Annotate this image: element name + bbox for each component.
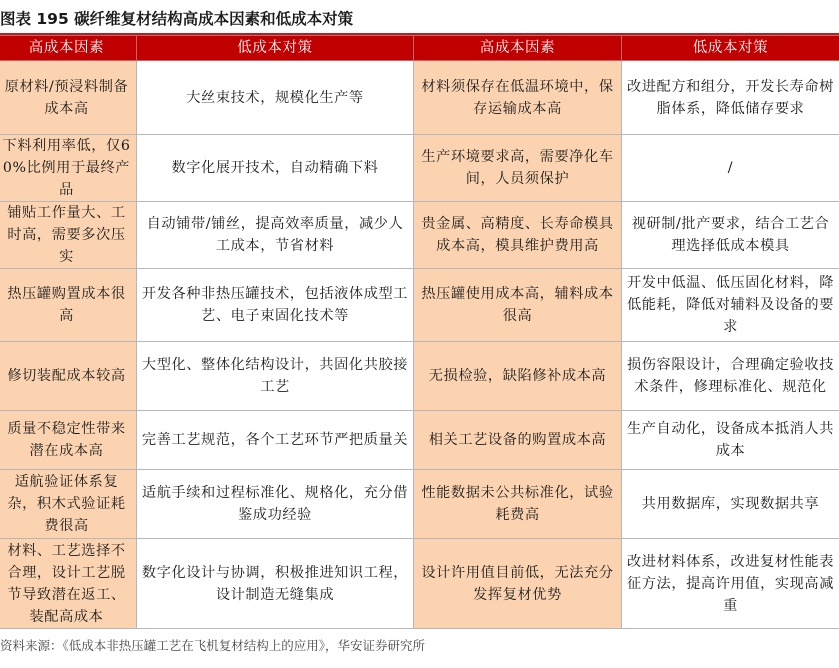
header-low-cost-measure-2: 低成本对策 bbox=[622, 36, 839, 61]
cell-factor: 下料利用率低，仅60%比例用于最终产品 bbox=[0, 135, 137, 202]
cell-factor: 铺贴工作量大、工时高，需要多次压实 bbox=[0, 202, 137, 269]
cell-measure: 视研制/批产要求，结合工艺合理选择低成本模具 bbox=[622, 202, 839, 269]
cell-measure: 自动铺带/铺丝，提高效率质量，减少人工成本，节省材料 bbox=[137, 202, 414, 269]
header-high-cost-factor-2: 高成本因素 bbox=[414, 36, 622, 61]
table-row bbox=[0, 342, 839, 411]
cell-measure: 开发中低温、低压固化材料，降低能耗，降低对辅料及设备的要求 bbox=[622, 269, 839, 342]
cell-measure: 适航手续和过程标准化、规格化，充分借鉴成功经验 bbox=[137, 470, 414, 539]
cell-measure: 改进配方和组分，开发长寿命树脂体系，降低储存要求 bbox=[622, 61, 839, 135]
cell-factor: 相关工艺设备的购置成本高 bbox=[414, 411, 622, 470]
table-row bbox=[0, 539, 839, 629]
cell-measure: 数字化展开技术，自动精确下料 bbox=[137, 135, 414, 202]
cell-measure: 数字化设计与协调，积极推进知识工程，设计制造无缝集成 bbox=[137, 539, 414, 629]
cell-factor: 热压罐购置成本很高 bbox=[0, 269, 137, 342]
cell-measure: 生产自动化，设备成本抵消人共成本 bbox=[622, 411, 839, 470]
table-row bbox=[0, 411, 839, 470]
cell-factor: 适航验证体系复杂，积木式验证耗费很高 bbox=[0, 470, 137, 539]
header-high-cost-factor-1: 高成本因素 bbox=[0, 36, 137, 61]
header-low-cost-measure-1: 低成本对策 bbox=[137, 36, 414, 61]
cell-measure: 完善工艺规范，各个工艺环节严把质量关 bbox=[137, 411, 414, 470]
cell-factor: 设计许用值目前低，无法充分发挥复材优势 bbox=[414, 539, 622, 629]
source-note: 资料来源：《低成本非热压罐工艺在飞机复材结构上的应用》，华安证券研究所 bbox=[0, 638, 426, 653]
cell-factor: 无损检验，缺陷修补成本高 bbox=[414, 342, 622, 411]
cell-measure: 共用数据库，实现数据共享 bbox=[622, 470, 839, 539]
cell-measure: 开发各种非热压罐技术，包括液体成型工艺、电子束固化技术等 bbox=[137, 269, 414, 342]
cell-factor: 材料须保存在低温环境中，保存运输成本高 bbox=[414, 61, 622, 135]
table-header-row bbox=[0, 36, 839, 61]
cell-measure: 大型化、整体化结构设计，共固化共胶接工艺 bbox=[137, 342, 414, 411]
table-row bbox=[0, 61, 839, 135]
cell-factor: 质量不稳定性带来潜在成本高 bbox=[0, 411, 137, 470]
cell-factor: 材料、工艺选择不合理，设计工艺脱节导致潜在返工、装配高成本 bbox=[0, 539, 137, 629]
figure-title: 图表 195 碳纤维复材结构高成本因素和低成本对策 bbox=[0, 10, 354, 28]
table-row bbox=[0, 202, 839, 269]
cell-measure: 大丝束技术，规模化生产等 bbox=[137, 61, 414, 135]
cell-factor: 原材料/预浸料制备成本高 bbox=[0, 61, 137, 135]
cost-factors-table bbox=[0, 35, 839, 629]
cell-factor: 热压罐使用成本高，辅料成本很高 bbox=[414, 269, 622, 342]
cell-measure: 改进材料体系，改进复材性能表征方法，提高许用值，实现高减重 bbox=[622, 539, 839, 629]
table-row bbox=[0, 269, 839, 342]
cell-factor: 贵金属、高精度、长寿命模具成本高，模具维护费用高 bbox=[414, 202, 622, 269]
table-row bbox=[0, 135, 839, 202]
cell-measure: / bbox=[622, 135, 839, 202]
cell-factor: 生产环境要求高，需要净化车间，人员须保护 bbox=[414, 135, 622, 202]
cell-factor: 性能数据未公共标准化，试验耗费高 bbox=[414, 470, 622, 539]
cell-factor: 修切装配成本较高 bbox=[0, 342, 137, 411]
table-row bbox=[0, 470, 839, 539]
cell-measure: 损伤容限设计，合理确定验收技术条件，修理标准化、规范化 bbox=[622, 342, 839, 411]
